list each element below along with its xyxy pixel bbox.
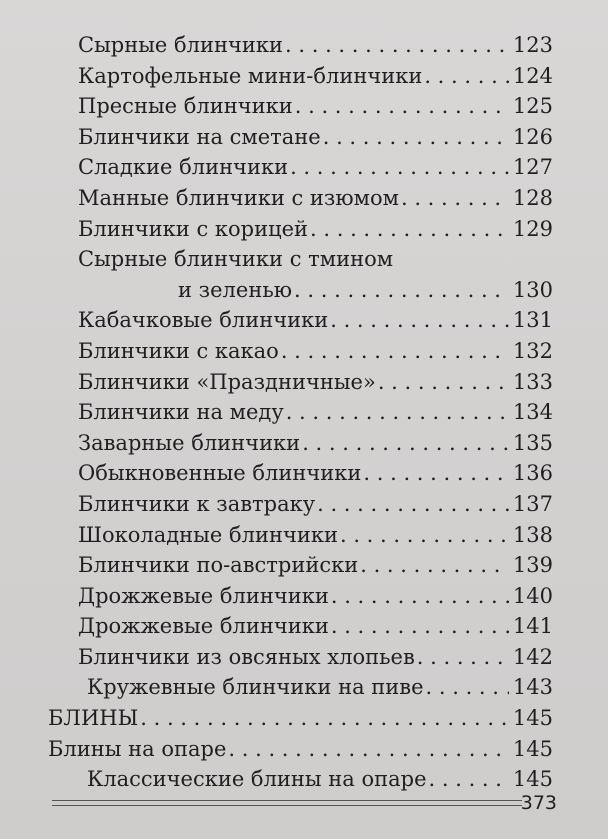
toc-entry-page: 137 — [512, 491, 553, 516]
toc-entry-page: 133 — [512, 369, 553, 394]
table-of-contents — [0, 30, 608, 795]
toc-entry-title: Блинчики из овсяных хлопьев — [78, 644, 415, 669]
toc-entry-page: 138 — [512, 522, 553, 547]
toc-entry-title: Сырные блинчики — [78, 33, 284, 57]
dot-leader — [340, 520, 509, 551]
dot-leader — [228, 734, 509, 765]
toc-entry-title: Кружевные блинчики на пиве — [87, 675, 424, 700]
dot-leader — [417, 642, 509, 673]
toc-entry — [78, 214, 553, 245]
toc-entry-page: 136 — [512, 461, 553, 486]
toc-entry — [78, 336, 553, 367]
toc-entry — [87, 764, 553, 795]
dot-leader — [331, 581, 509, 612]
toc-entry — [78, 91, 553, 122]
toc-entry-page: 145 — [512, 706, 553, 731]
dot-leader — [286, 397, 509, 428]
toc-entry-title: Блинчики по-австрийски — [78, 553, 359, 578]
dot-leader — [281, 336, 509, 367]
toc-entry — [78, 152, 553, 183]
toc-entry-title: Блинчики с корицей — [78, 216, 309, 241]
toc-entry-page: 125 — [512, 94, 553, 119]
toc-entry — [87, 672, 553, 703]
toc-subsection-title: Блины на опаре — [48, 736, 227, 761]
dot-leader — [140, 703, 509, 734]
toc-entry-page: 131 — [512, 308, 553, 333]
toc-entry-page: 145 — [512, 767, 553, 792]
toc-entry-title-continued: и зеленью — [178, 277, 293, 302]
page-footer — [52, 792, 557, 814]
toc-entry — [78, 275, 553, 306]
toc-entry — [78, 122, 553, 153]
toc-entry-page: 142 — [512, 644, 553, 669]
dot-leader — [401, 183, 509, 214]
toc-entry-page: 134 — [512, 400, 553, 425]
toc-entry-title: Дрожжевые блинчики — [78, 614, 329, 639]
toc-entry-page: 139 — [512, 553, 553, 578]
dot-leader — [285, 30, 509, 61]
toc-entry-page: 140 — [512, 583, 553, 608]
toc-entry-title: Заварные блинчики — [78, 430, 301, 455]
dot-leader — [290, 152, 509, 183]
dot-leader — [429, 764, 509, 795]
toc-entry — [78, 305, 553, 336]
dot-leader — [323, 122, 509, 153]
toc-entry-title: Блинчики с какао — [78, 338, 279, 363]
footer-rule — [52, 805, 522, 806]
toc-entry — [78, 428, 553, 459]
toc-entry-page: 130 — [512, 277, 553, 302]
toc-entry — [78, 458, 553, 489]
dot-leader — [317, 489, 509, 520]
dot-leader — [360, 550, 509, 581]
dot-leader — [295, 91, 509, 122]
toc-entry-title: Манные блинчики с изюмом — [78, 185, 399, 210]
toc-entry — [78, 30, 553, 61]
dot-leader — [294, 275, 509, 306]
toc-entry-title: Сладкие блинчики — [78, 155, 289, 180]
toc-entry — [78, 581, 553, 612]
dot-leader — [330, 305, 509, 336]
toc-entry-title: Кабачковые блинчики — [78, 308, 329, 333]
toc-entry — [78, 61, 553, 92]
toc-entry-title-line: Сырные блинчики с тмином — [78, 247, 394, 272]
toc-entry-title: Пресные блинчики — [78, 94, 293, 119]
toc-entry-title: Обыкновенные блинчики — [78, 461, 362, 486]
toc-entry-title: Блинчики «Праздничные» — [78, 369, 376, 394]
toc-section-heading — [48, 703, 553, 734]
toc-entry-page: 132 — [512, 338, 553, 363]
dot-leader — [363, 458, 509, 489]
toc-entry-page: 145 — [512, 736, 553, 761]
toc-entry-page: 129 — [512, 216, 553, 241]
toc-entry-page: 128 — [512, 185, 553, 210]
toc-entry-page: 124 — [512, 63, 553, 88]
dot-leader — [424, 61, 509, 92]
toc-entry — [78, 183, 553, 214]
toc-entry-page: 126 — [512, 124, 553, 149]
footer-rule — [52, 800, 522, 801]
toc-section-title: БЛИНЫ — [48, 706, 139, 731]
toc-subsection — [48, 734, 553, 765]
toc-entry-title: Блинчики к завтраку — [78, 491, 316, 516]
toc-entry-title: Блинчики на сметане — [78, 124, 321, 149]
toc-entry-title: Классические блины на опаре — [87, 767, 427, 792]
toc-entry-page: 143 — [512, 675, 553, 700]
toc-entry — [78, 550, 553, 581]
dot-leader — [302, 428, 509, 459]
dot-leader — [426, 672, 509, 703]
toc-entry — [78, 367, 553, 398]
toc-entry — [78, 489, 553, 520]
toc-entry — [78, 397, 553, 428]
toc-entry-page: 123 — [512, 33, 553, 57]
toc-entry-title: Дрожжевые блинчики — [78, 583, 329, 608]
toc-entry-page: 135 — [512, 430, 553, 455]
toc-entry — [78, 642, 553, 673]
toc-entry-title: Блинчики на меду — [78, 400, 284, 425]
toc-entry — [78, 520, 553, 551]
dot-leader — [378, 367, 509, 398]
toc-entry-page: 127 — [512, 155, 553, 180]
toc-entry-title: Шоколадные блинчики — [78, 522, 338, 547]
dot-leader — [331, 611, 509, 642]
toc-entry-title: Картофельные мини-блинчики — [78, 63, 423, 88]
toc-entry — [78, 611, 553, 642]
dot-leader — [310, 214, 509, 245]
page-number: 373 — [520, 792, 557, 814]
toc-entry-page: 141 — [512, 614, 553, 639]
